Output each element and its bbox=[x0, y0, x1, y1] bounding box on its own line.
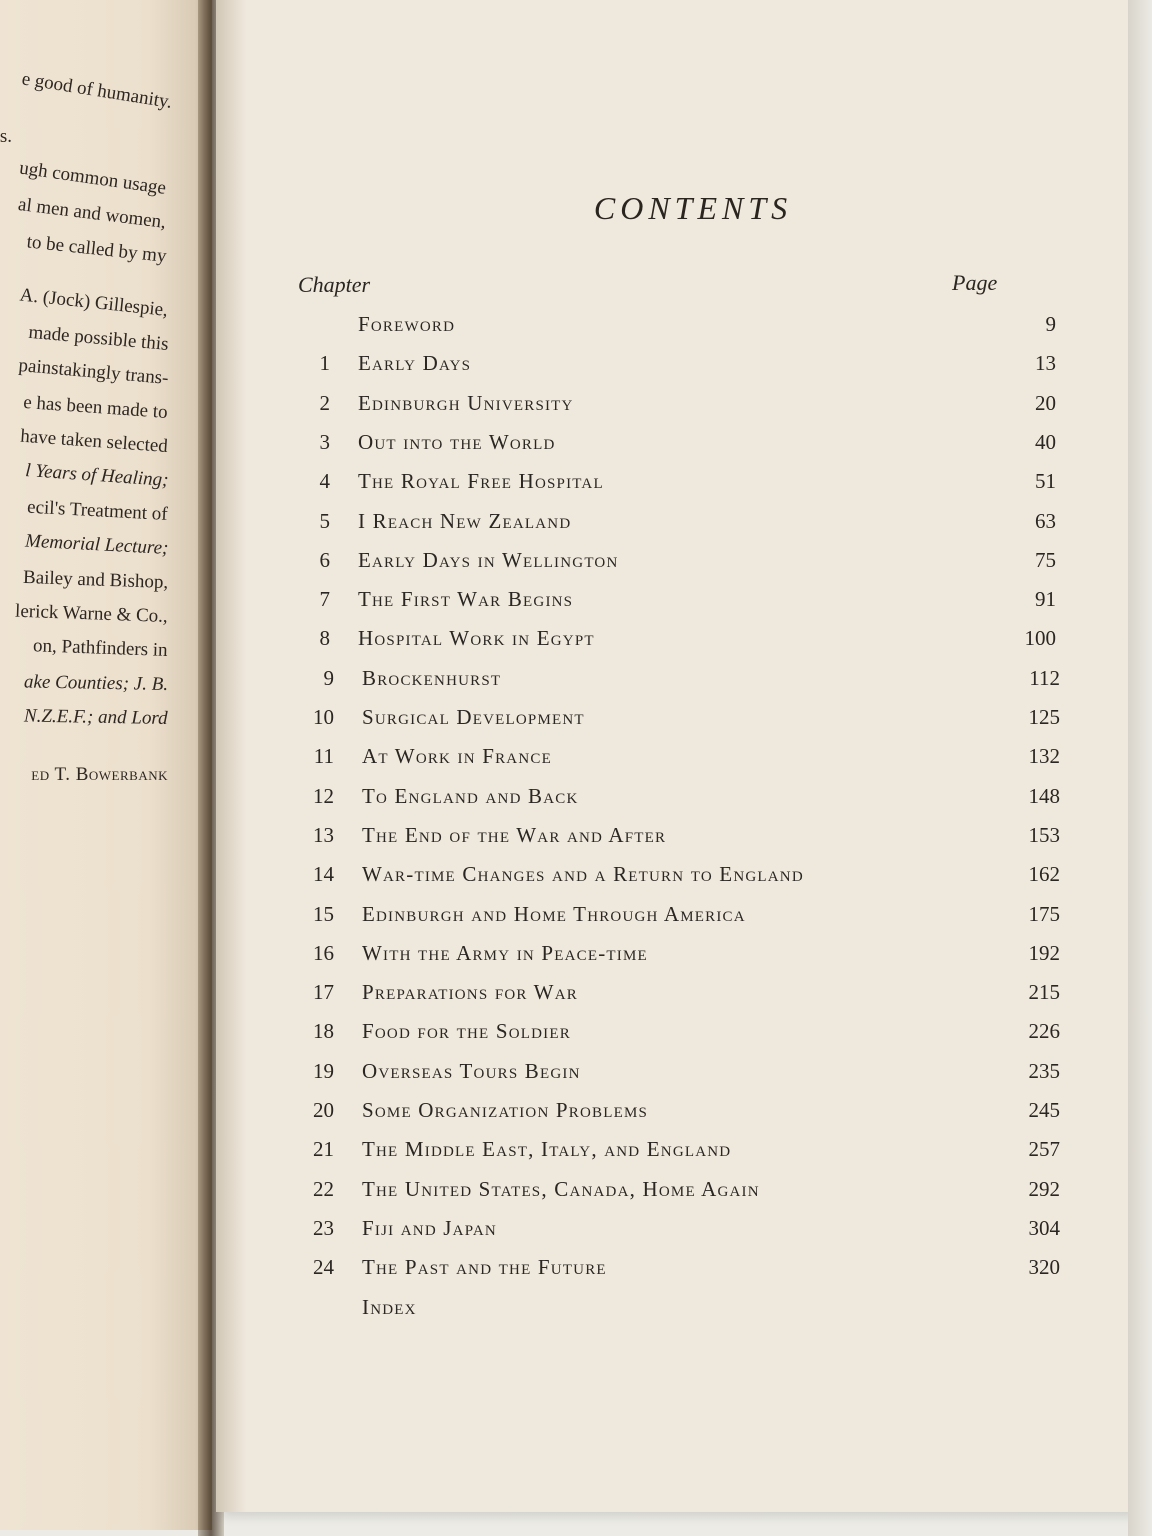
left-signature: ed T. Bowerbank bbox=[31, 764, 168, 785]
page-number: 245 bbox=[1028, 1098, 1060, 1122]
page-number: 132 bbox=[1028, 744, 1060, 769]
chapter-number: 8 bbox=[319, 626, 330, 651]
chapter-title: Surgical Development bbox=[362, 705, 585, 729]
chapter-title: The First War Begins bbox=[358, 587, 574, 612]
chapter-title: Food for the Soldier bbox=[362, 1019, 571, 1044]
chapter-title: Index bbox=[362, 1294, 417, 1319]
left-line: N.Z.E.F.; and Lord bbox=[24, 705, 169, 729]
left-line: e has been made to bbox=[23, 391, 169, 423]
chapter-title: Fiji and Japan bbox=[362, 1215, 497, 1240]
contents-entry bbox=[280, 1176, 1060, 1209]
chapter-number: 10 bbox=[313, 705, 334, 729]
contents-entry bbox=[280, 1098, 1060, 1130]
left-line: Bailey and Bishop, bbox=[22, 566, 169, 593]
chapter-number: 18 bbox=[313, 1019, 334, 1044]
chapter-column-header: Chapter bbox=[298, 272, 371, 297]
contents-entry bbox=[276, 508, 1056, 541]
contents-page bbox=[216, 0, 1130, 1512]
contents-entry bbox=[280, 1019, 1060, 1051]
left-page bbox=[0, 0, 212, 1530]
page-number: 112 bbox=[1029, 665, 1060, 690]
chapter-number: 14 bbox=[313, 862, 334, 887]
page-number: 20 bbox=[1035, 390, 1056, 415]
page-number: 13 bbox=[1035, 351, 1056, 376]
chapter-number: 17 bbox=[313, 980, 334, 1005]
chapter-number: 16 bbox=[313, 940, 334, 965]
left-page-text bbox=[0, 0, 212, 1530]
chapter-number: 20 bbox=[313, 1098, 334, 1122]
left-line: have taken selected bbox=[19, 425, 169, 457]
contents-entry bbox=[280, 1295, 1040, 1327]
page-number: 91 bbox=[1035, 587, 1056, 612]
contents-entry bbox=[276, 626, 1056, 658]
chapter-title: At Work in France bbox=[362, 744, 552, 769]
chapter-title: I Reach New Zealand bbox=[358, 508, 572, 533]
left-line: e good of humanity. bbox=[20, 68, 174, 113]
chapter-title: Early Days bbox=[358, 351, 472, 376]
chapter-title: The End of the War and After bbox=[362, 822, 667, 847]
chapter-number: 24 bbox=[313, 1255, 334, 1280]
chapter-number: 12 bbox=[313, 783, 334, 808]
left-line: ugh common usage bbox=[18, 157, 168, 199]
page-number: 292 bbox=[1028, 1176, 1060, 1201]
chapter-title: Edinburgh and Home Through America bbox=[362, 901, 746, 926]
page-number: 153 bbox=[1028, 822, 1060, 847]
page-number: 51 bbox=[1035, 469, 1056, 494]
page-title: CONTENTS bbox=[593, 190, 793, 226]
contents-entry bbox=[280, 1058, 1060, 1091]
contents-entry bbox=[280, 744, 1060, 776]
left-line: ake Counties; J. B. bbox=[23, 671, 169, 695]
chapter-title: The United States, Canada, Home Again bbox=[362, 1176, 760, 1201]
left-line: al men and women, bbox=[17, 193, 168, 233]
chapter-title: Overseas Tours Begin bbox=[362, 1058, 581, 1083]
chapter-title: Preparations for War bbox=[362, 980, 578, 1005]
page-number: 162 bbox=[1028, 862, 1060, 887]
left-line: lerick Warne & Co., bbox=[15, 600, 169, 627]
page-number: 175 bbox=[1028, 901, 1060, 926]
chapter-number: 19 bbox=[313, 1058, 334, 1083]
page-number: 40 bbox=[1035, 429, 1056, 454]
contents-entry bbox=[276, 547, 1056, 580]
contents-entry bbox=[280, 901, 1060, 934]
chapter-title: With the Army in Peace-time bbox=[362, 940, 648, 965]
page-edge bbox=[1128, 0, 1152, 1536]
chapter-title: Brockenhurst bbox=[362, 665, 502, 690]
chapter-title: The Royal Free Hospital bbox=[358, 469, 604, 494]
page-number: 63 bbox=[1035, 508, 1056, 533]
chapter-title: The Middle East, Italy, and England bbox=[362, 1137, 732, 1162]
chapter-title: Hospital Work in Egypt bbox=[358, 626, 595, 651]
chapter-number: 4 bbox=[319, 469, 330, 494]
page-number: 100 bbox=[1024, 626, 1056, 651]
contents-entry bbox=[280, 665, 1060, 698]
chapter-number: 23 bbox=[313, 1215, 334, 1240]
chapter-title: Foreword bbox=[358, 312, 456, 336]
contents-entry bbox=[276, 429, 1056, 462]
page-column-header: Page bbox=[952, 270, 998, 295]
left-line: s. bbox=[0, 126, 12, 147]
left-line: l Years of Healing; bbox=[24, 460, 169, 491]
page-number: 235 bbox=[1028, 1058, 1060, 1083]
chapter-number: 9 bbox=[323, 665, 334, 690]
page-number: 148 bbox=[1028, 783, 1060, 808]
chapter-title: Out into the World bbox=[358, 429, 556, 454]
chapter-number: 1 bbox=[319, 351, 330, 376]
chapter-title: The Past and the Future bbox=[362, 1255, 607, 1280]
contents-entry bbox=[280, 705, 1060, 737]
contents-entry bbox=[276, 390, 1056, 423]
chapter-number: 7 bbox=[319, 587, 330, 612]
page-number: 320 bbox=[1028, 1255, 1060, 1280]
left-line: on, Pathfinders in bbox=[33, 635, 169, 661]
page-number: 75 bbox=[1035, 547, 1056, 572]
chapter-number: 15 bbox=[313, 901, 334, 926]
chapter-number: 6 bbox=[319, 547, 330, 572]
chapter-number: 13 bbox=[313, 822, 334, 847]
contents-entry bbox=[276, 312, 1056, 344]
contents-entry bbox=[280, 940, 1060, 973]
chapter-title: To England and Back bbox=[362, 783, 579, 808]
chapter-title: Early Days in Wellington bbox=[358, 547, 619, 572]
left-line: painstakingly trans- bbox=[17, 354, 169, 389]
page-number: 125 bbox=[1028, 705, 1060, 729]
chapter-number: 2 bbox=[319, 390, 330, 415]
left-line: ecil's Treatment of bbox=[27, 496, 169, 525]
contents-entry bbox=[276, 469, 1056, 501]
left-line: to be called by my bbox=[25, 231, 168, 267]
contents-entry bbox=[280, 822, 1060, 855]
contents-entry bbox=[280, 862, 1060, 894]
contents-entry bbox=[280, 1137, 1060, 1169]
chapter-title: Some Organization Problems bbox=[362, 1098, 649, 1122]
chapter-number: 11 bbox=[313, 744, 334, 769]
left-line: made possible this bbox=[27, 321, 169, 355]
chapter-number: 22 bbox=[313, 1176, 334, 1201]
left-line: A. (Jock) Gillespie, bbox=[18, 284, 170, 321]
page-number: 192 bbox=[1028, 940, 1060, 965]
left-line: Memorial Lecture; bbox=[24, 530, 169, 559]
contents-entry bbox=[280, 980, 1060, 1012]
page-number: 257 bbox=[1028, 1137, 1060, 1162]
chapter-number: 21 bbox=[313, 1137, 334, 1162]
contents-entry bbox=[280, 783, 1060, 816]
chapter-title: Edinburgh University bbox=[358, 390, 574, 415]
contents-entry bbox=[276, 587, 1056, 619]
page-number: 304 bbox=[1028, 1215, 1060, 1240]
page-number: 215 bbox=[1028, 980, 1060, 1005]
chapter-number: 5 bbox=[319, 508, 330, 533]
contents-entry bbox=[280, 1215, 1060, 1248]
chapter-title: War-time Changes and a Return to England bbox=[362, 862, 804, 887]
page-number: 226 bbox=[1028, 1019, 1060, 1044]
chapter-number: 3 bbox=[319, 429, 330, 454]
contents-entry bbox=[280, 1255, 1060, 1287]
contents-entry bbox=[276, 351, 1056, 383]
page-number: 9 bbox=[1045, 312, 1056, 336]
